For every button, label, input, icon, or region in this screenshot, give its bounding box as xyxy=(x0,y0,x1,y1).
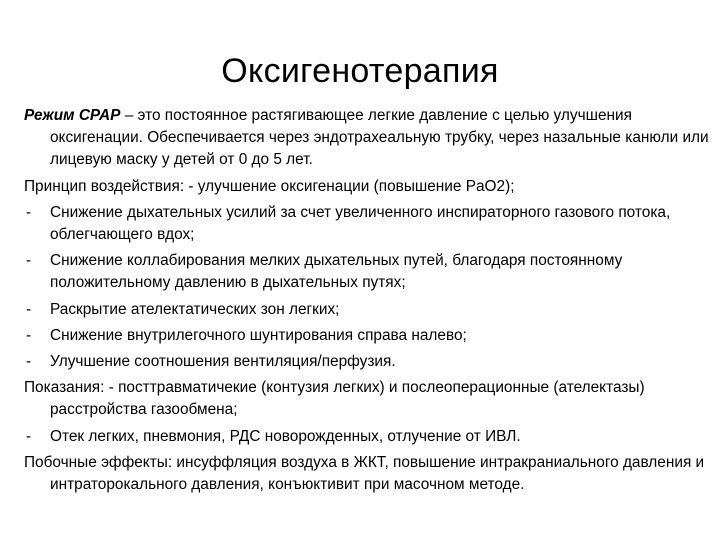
bullet-text: Снижение коллабирования мелких дыхательных путей, благодаря постоянному положительному давлению в дыхательных путях; xyxy=(50,252,623,292)
cpap-lead: Режим CPAP xyxy=(24,107,121,124)
slide-title: Оксигенотерапия xyxy=(221,52,499,90)
principle-text: Принцип воздействия: - улучшение оксигенации (повышение PaO2); xyxy=(24,177,515,195)
dash-marker: - xyxy=(26,203,32,221)
dash-marker: - xyxy=(26,353,32,371)
bullet-text: Улучшение соотношения вентиляция/перфузия. xyxy=(50,353,396,371)
dash-marker: - xyxy=(26,300,32,318)
bullet-item xyxy=(24,325,709,347)
paragraph-principle xyxy=(24,176,709,198)
bullet-text: Раскрытие ателектатических зон легких; xyxy=(50,300,340,318)
bullet-text: Снижение внутрилегочного шунтирования справа налево; xyxy=(50,326,467,344)
slide-body xyxy=(24,105,709,500)
bullet-item xyxy=(24,299,709,321)
dash-marker: - xyxy=(26,326,32,344)
paragraph-cpap xyxy=(24,105,709,172)
paragraph-side-effects xyxy=(24,452,709,496)
cpap-text: – это постоянное растягивающее легкие давление с целью улучшения оксигенации. Обеспечивается через эндотрахеальную трубку, через назальные канюли или лицевую маску у детей от 0 до 5 лет. xyxy=(50,107,709,169)
bullet-text: Снижение дыхательных усилий за счет увеличенного инспираторного газового потока, облегчающего вдох; xyxy=(50,203,671,244)
bullet-item xyxy=(24,351,709,373)
side-effects-text: Побочные эффекты: инсуффляция воздуха в ЖКТ, повышение интракраниального давления и интраторокального давления, конъюктивит при масочном методе. xyxy=(24,453,705,494)
paragraph-indications xyxy=(24,377,709,421)
dash-marker: - xyxy=(26,252,32,270)
dash-marker: - xyxy=(26,427,32,445)
bullet-text: Отек легких, пневмония, РДС новорожденных, отлучение от ИВЛ. xyxy=(50,427,521,445)
bullet-item xyxy=(24,250,709,294)
indications-text: Показания: - посттравматичекие (контузия легких) и послеоперационные (ателектазы) расстройства газообмена; xyxy=(24,379,645,419)
bullet-item xyxy=(24,202,709,246)
bullet-item xyxy=(24,426,709,448)
